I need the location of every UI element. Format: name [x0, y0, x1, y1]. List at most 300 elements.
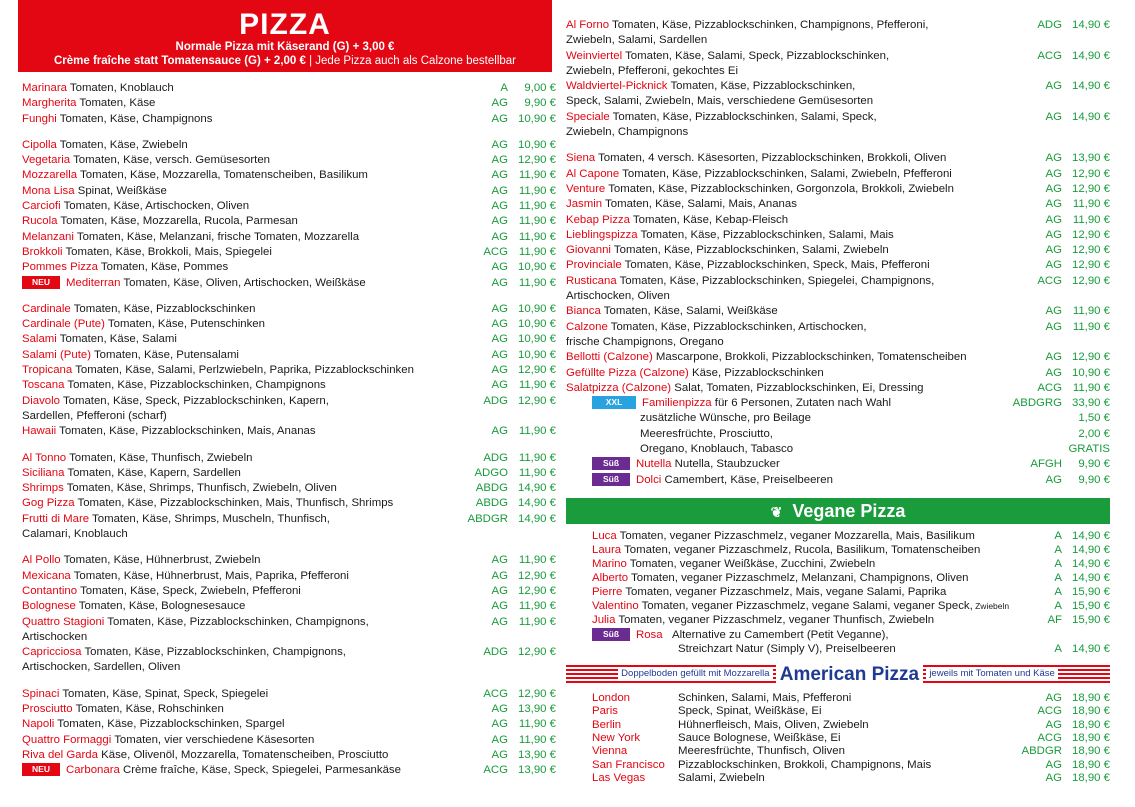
- allergen-codes: ABDGRG: [1012, 397, 1062, 410]
- allergen-codes: AG: [491, 230, 508, 243]
- menu-item: [22, 153, 556, 168]
- allergen-codes: A: [1054, 529, 1062, 542]
- allergen-codes: AG: [491, 261, 508, 274]
- menu-item: [22, 687, 556, 702]
- item-description: Tomaten, Käse, Speck, Zwiebeln, Pfefferoni: [77, 584, 301, 597]
- allergen-codes: AG: [1045, 772, 1062, 785]
- item-description-continued: Speck, Salami, Zwiebeln, Mais, verschiedene Gemüsesorten: [566, 95, 874, 108]
- menu-item: [22, 702, 556, 717]
- extra-text: Meeresfrüchte, Prosciutto,: [640, 427, 773, 440]
- menu-item: [566, 228, 1110, 243]
- item-description: Käse, Pizzablockschinken: [688, 366, 824, 379]
- item-name: Margherita: [22, 97, 77, 110]
- allergen-codes: AF: [1047, 614, 1062, 627]
- item-price: 15,90 €: [1071, 586, 1110, 599]
- item-name: Spinaci: [22, 687, 60, 700]
- right-menu-list: [566, 18, 1110, 396]
- menu-item: [592, 599, 1110, 613]
- item-description: Tomaten, Käse, Putensalami: [91, 348, 239, 361]
- item-description-continued: Zwiebeln, Salami, Sardellen: [566, 34, 708, 47]
- menu-item: [566, 18, 1110, 49]
- item-price: 11,90 €: [1072, 198, 1110, 211]
- menu-item: [566, 381, 1110, 396]
- item-name: Quattro Stagioni: [22, 615, 105, 628]
- allergen-codes: AG: [1045, 259, 1062, 272]
- item-name: Hawaii: [22, 425, 57, 438]
- item-description: Tomaten, Käse, Shrimps, Muscheln, Thunfisch,: [89, 512, 330, 525]
- menu-item: [22, 168, 556, 183]
- item-description: Tomaten, Käse, Melanzani, frische Tomaten, Mozzarella: [73, 230, 360, 243]
- menu-group: [22, 138, 556, 291]
- item-description-continued: Artischocken, Oliven: [566, 290, 670, 303]
- item-price: 12,90 €: [517, 394, 556, 407]
- item-price: 10,90 €: [517, 112, 556, 125]
- item-price: 11,90 €: [518, 230, 556, 243]
- item-name: Mediterran: [66, 276, 121, 289]
- item-price: 11,90 €: [518, 425, 556, 438]
- item-badge: NEU: [22, 276, 60, 289]
- item-description-continued: Zwiebeln, Pfefferoni, gekochtes Ei: [566, 64, 739, 77]
- allergen-codes: AG: [491, 615, 508, 628]
- item-price: 14,90 €: [1071, 19, 1110, 31]
- item-description: Tomaten, Käse, Pizzablockschinken, Artischocken,: [607, 320, 867, 333]
- item-name: Vienna: [592, 745, 628, 758]
- item-description: Tomaten, Käse, Pizzablockschinken, Salami, Zwiebeln: [610, 244, 889, 257]
- item-price: 18,90 €: [1071, 772, 1110, 785]
- item-name: Siena: [566, 152, 596, 165]
- item-name: Pierre: [592, 586, 623, 599]
- item-price: 14,90 €: [1071, 49, 1110, 62]
- menu-item: [22, 378, 556, 393]
- item-price: 10,90 €: [517, 261, 556, 274]
- allergen-codes: AG: [491, 364, 508, 377]
- allergen-codes: AG: [491, 215, 508, 228]
- item-name: Rosa: [636, 628, 663, 641]
- item-name: Lieblingspizza: [566, 228, 638, 241]
- item-description: Tomaten, 4 versch. Käsesorten, Pizzablockschinken, Brokkoli, Oliven: [595, 152, 947, 165]
- item-description: Tomaten, Käse, Hühnerbrust, Mais, Paprika, Pfefferoni: [70, 569, 349, 582]
- item-name: Funghi: [22, 112, 57, 125]
- menu-item: [566, 396, 1110, 411]
- menu-item: [566, 110, 1110, 141]
- item-description: Tomaten, Käse, Champignons: [56, 112, 213, 125]
- item-description-continued: Artischocken, Sardellen, Oliven: [22, 661, 181, 674]
- item-name: Cardinale (Pute): [22, 318, 105, 331]
- item-price: 9,90 €: [524, 97, 556, 110]
- item-name: Carciofi: [22, 200, 61, 213]
- item-description-continued: Streichzart Natur (Simply V), Preiselbeeren: [678, 642, 896, 655]
- family-extra-line: [566, 442, 1110, 457]
- item-price: 12,90 €: [517, 569, 556, 582]
- item-name: Marino: [592, 558, 627, 571]
- item-price: 14,90 €: [1071, 544, 1110, 556]
- item-price: 10,90 €: [517, 318, 556, 331]
- left-menu-list: [22, 81, 556, 778]
- menu-item: [22, 348, 556, 363]
- extra-text: zusätzliche Wünsche, pro Beilage: [640, 412, 811, 425]
- item-name: Paris: [592, 705, 618, 718]
- item-price: 12,90 €: [1071, 167, 1110, 180]
- menu-item: [592, 613, 1110, 627]
- item-name: Luca: [592, 529, 617, 542]
- item-name: Bianca: [566, 305, 601, 318]
- item-badge: Süß: [592, 457, 630, 470]
- item-price: 12,90 €: [1071, 182, 1110, 195]
- item-name: Speciale: [566, 110, 610, 123]
- allergen-codes: AG: [491, 600, 508, 613]
- allergen-codes: AG: [1045, 80, 1062, 93]
- allergen-codes: A: [1054, 586, 1062, 599]
- item-name: Marinara: [22, 82, 67, 94]
- item-description: Tomaten, Käse, Pizzablockschinken, Salami, Speck,: [609, 110, 877, 123]
- american-item: [592, 732, 1110, 745]
- item-description: Pizzablockschinken, Brokkoli, Champignons, Mais: [678, 758, 932, 771]
- allergen-codes: ADG: [1037, 19, 1062, 31]
- item-description: für 6 Personen, Zutaten nach Wahl: [711, 397, 892, 410]
- allergen-codes: AG: [1045, 228, 1062, 241]
- item-price: 9,90 €: [1078, 458, 1110, 471]
- item-price: 11,90 €: [518, 215, 556, 228]
- allergen-codes: A: [1054, 642, 1062, 655]
- item-price: 10,90 €: [517, 348, 556, 361]
- item-description-small: Zwiebeln: [972, 601, 1010, 612]
- menu-item: [566, 243, 1110, 258]
- allergen-codes: AG: [1045, 182, 1062, 195]
- menu-item: [22, 748, 556, 763]
- menu-item: [566, 274, 1110, 305]
- item-price: 14,90 €: [1071, 558, 1110, 571]
- menu-item: [22, 276, 556, 291]
- item-price: 11,90 €: [1072, 305, 1110, 318]
- extra-price: 1,50 €: [1078, 412, 1110, 425]
- american-list: [592, 692, 1110, 786]
- american-item: [592, 759, 1110, 772]
- allergen-codes: AG: [1045, 244, 1062, 257]
- allergen-codes: AG: [491, 112, 508, 125]
- item-description: Tomaten, Käse, Pizzablockschinken, Salami, Mais: [637, 228, 894, 241]
- item-name: Calzone: [566, 320, 608, 333]
- item-description: Tomaten, Käse, Brokkoli, Mais, Spiegelei: [62, 245, 272, 258]
- allergen-codes: AG: [491, 318, 508, 331]
- menu-item: [22, 599, 556, 614]
- allergen-codes: A: [1054, 572, 1062, 585]
- item-description: Tomaten, vier verschiedene Käsesorten: [111, 733, 315, 746]
- item-description: Tomaten, Käse, Pizzablockschinken, Champignons, Pfefferoni,: [609, 19, 929, 31]
- allergen-codes: ABDG: [475, 482, 508, 495]
- allergen-codes: AG: [491, 748, 508, 761]
- item-name: Bellotti (Calzone): [566, 351, 653, 364]
- allergen-codes: AG: [1045, 351, 1062, 364]
- item-price: 14,90 €: [517, 482, 556, 495]
- item-name: Gefüllte Pizza (Calzone): [566, 366, 689, 379]
- item-price: 18,90 €: [1071, 718, 1110, 731]
- allergen-codes: AG: [1045, 213, 1062, 226]
- menu-group: [566, 18, 1110, 140]
- menu-item: [22, 466, 556, 481]
- menu-item: [566, 366, 1110, 381]
- item-description: Camembert, Käse, Preiselbeeren: [661, 473, 833, 486]
- item-price: 12,90 €: [517, 154, 556, 167]
- menu-item: [566, 151, 1110, 166]
- vegan-list: [592, 529, 1110, 656]
- item-description: Tomaten, Käse, Salami: [56, 333, 177, 346]
- item-description: Tomaten, Käse, Pizzablockschinken, Champignons,: [104, 615, 369, 628]
- item-description: Tomaten, Käse, versch. Gemüsesorten: [70, 154, 270, 167]
- page-title: PIZZA: [239, 8, 331, 41]
- item-description: Tomaten, Käse, Speck, Pizzablockschinken, Kapern,: [60, 394, 329, 407]
- item-name: Al Capone: [566, 167, 620, 180]
- item-description: Tomaten, Käse, Pommes: [97, 261, 229, 274]
- vegan-title: Vegane Pizza: [792, 500, 906, 521]
- item-name: Frutti di Mare: [22, 512, 90, 525]
- allergen-codes: AG: [491, 154, 508, 167]
- item-name: Cardinale: [22, 302, 71, 315]
- item-name: Al Pollo: [22, 554, 61, 567]
- item-badge: XXL: [592, 396, 636, 409]
- menu-group: [22, 81, 556, 127]
- menu-item: [592, 585, 1110, 599]
- item-description: Tomaten, Käse, Pizzablockschinken, Spargel: [54, 718, 285, 731]
- allergen-codes: AG: [491, 554, 508, 567]
- item-description: Tomaten, Käse, Kebap-Fleisch: [629, 213, 789, 226]
- item-price: 11,90 €: [518, 615, 556, 628]
- allergen-codes: ACG: [483, 245, 508, 258]
- item-name: Shrimps: [22, 482, 64, 495]
- item-name: Capricciosa: [22, 646, 82, 659]
- allergen-codes: AG: [1045, 366, 1062, 379]
- american-item: [592, 772, 1110, 785]
- item-name: Dolci: [636, 473, 662, 486]
- menu-item: [592, 557, 1110, 571]
- item-description: Tomaten, veganer Pizzaschmelz, Mais, vegane Salami, Paprika: [622, 586, 947, 599]
- item-name: Napoli: [22, 718, 55, 731]
- item-price: 12,90 €: [1071, 259, 1110, 272]
- allergen-codes: AG: [491, 718, 508, 731]
- item-name: Rusticana: [566, 274, 617, 287]
- menu-item: [592, 571, 1110, 585]
- item-name: Al Tonno: [22, 451, 67, 464]
- item-description: Nutella, Staubzucker: [671, 458, 780, 471]
- item-name: Las Vegas: [592, 772, 646, 785]
- allergen-codes: AG: [491, 348, 508, 361]
- right-column: [566, 0, 1110, 786]
- american-left-note: Doppelboden gefüllt mit Mozzarella: [618, 668, 772, 679]
- item-description: Crème fraîche, Käse, Speck, Spiegelei, Parmesankäse: [119, 764, 401, 777]
- item-description: Tomaten, Käse, Salami, Perlzwiebeln, Paprika, Pizzablockschinken: [72, 364, 414, 377]
- menu-item: [566, 457, 1110, 472]
- item-price: 13,90 €: [517, 748, 556, 761]
- menu-item: [22, 451, 556, 466]
- menu-item: [566, 473, 1110, 488]
- menu-item: [566, 258, 1110, 273]
- item-name: Provinciale: [566, 259, 622, 272]
- allergen-codes: AG: [491, 97, 508, 110]
- item-description: Tomaten, Käse, Pizzablockschinken: [70, 302, 256, 315]
- item-price: 18,90 €: [1071, 691, 1110, 704]
- item-description-continued: Zwiebeln, Champignons: [566, 126, 689, 139]
- item-price: 11,90 €: [518, 554, 556, 567]
- item-price: 11,90 €: [1072, 381, 1110, 394]
- menu-item: [592, 543, 1110, 557]
- item-price: 14,90 €: [1071, 642, 1110, 655]
- item-name: Jasmin: [566, 198, 603, 211]
- allergen-codes: A: [1054, 544, 1062, 556]
- item-price: 11,90 €: [1072, 320, 1110, 333]
- item-name: Julia: [592, 614, 616, 627]
- item-name: Al Forno: [566, 19, 610, 31]
- item-name: Berlin: [592, 718, 622, 731]
- creme-fraiche-note: Crème fraîche statt Tomatensauce (G) + 2,00 €: [53, 55, 310, 67]
- item-description: Tomaten, Käse, Putenschinken: [104, 318, 265, 331]
- item-name: Alberto: [592, 572, 629, 585]
- allergen-codes: AG: [1045, 473, 1062, 486]
- item-description: Hühnerfleisch, Mais, Oliven, Zwiebeln: [678, 718, 869, 731]
- item-description: Tomaten, Käse, Mozzarella, Rucola, Parmesan: [57, 215, 298, 228]
- item-price: 11,90 €: [1072, 213, 1110, 226]
- allergen-codes: ACG: [1037, 274, 1062, 287]
- item-price: 15,90 €: [1071, 614, 1110, 627]
- menu-item: [22, 645, 556, 676]
- item-name: Carbonara: [66, 764, 120, 777]
- item-name: Venture: [566, 182, 606, 195]
- allergen-codes: AFGH: [1030, 458, 1062, 471]
- item-description: Tomaten, Käse, Pizzablockschinken, Mais, Ananas: [56, 425, 316, 438]
- menu-group: [22, 687, 556, 779]
- family-extra-line: [566, 427, 1110, 442]
- menu-item: [22, 733, 556, 748]
- allergen-codes: AG: [1045, 110, 1062, 123]
- menu-item: [22, 569, 556, 584]
- allergen-codes: ACG: [1037, 705, 1062, 718]
- item-name: Toscana: [22, 379, 65, 392]
- item-price: 14,90 €: [517, 512, 556, 525]
- american-item: [592, 705, 1110, 718]
- item-description: Speck, Spinat, Weißkäse, Ei: [678, 705, 822, 718]
- item-description: Tomaten, Käse, Salami, Mais, Ananas: [602, 198, 797, 211]
- item-name: Salami (Pute): [22, 348, 92, 361]
- item-description-continued: Artischocken: [22, 630, 88, 643]
- item-price: 12,90 €: [517, 687, 556, 700]
- item-description: Tomaten, Käse, Pizzablockschinken, Gorgonzola, Brokkoli, Zwiebeln: [605, 182, 954, 195]
- menu-item: [22, 230, 556, 245]
- allergen-codes: ABDGR: [1021, 745, 1062, 758]
- allergen-codes: AG: [1045, 320, 1062, 333]
- item-description: Alternative zu Camembert (Petit Veganne),: [672, 628, 889, 641]
- menu-item: [22, 138, 556, 153]
- allergen-codes: AG: [491, 702, 508, 715]
- extra-price: 2,00 €: [1078, 427, 1110, 440]
- menu-item: [566, 197, 1110, 212]
- allergen-codes: ACG: [1037, 381, 1062, 394]
- menu-item: [22, 245, 556, 260]
- item-price: 10,90 €: [517, 302, 556, 315]
- item-price: 11,90 €: [518, 600, 556, 613]
- item-name: Nutella: [636, 458, 672, 471]
- item-price: 13,90 €: [1071, 152, 1110, 165]
- item-description: Tomaten, Käse, Pizzablockschinken, Mais, Thunfisch, Shrimps: [74, 497, 394, 510]
- item-badge: Süß: [592, 473, 630, 486]
- item-name: Cipolla: [22, 138, 57, 151]
- allergen-codes: ACG: [483, 764, 508, 777]
- menu-item: [566, 320, 1110, 351]
- menu-item: [22, 763, 556, 778]
- item-price: 33,90 €: [1071, 397, 1110, 410]
- item-name: Siciliana: [22, 466, 65, 479]
- calzone-hint: | Jede Pizza auch als Calzone bestellbar: [309, 55, 517, 67]
- item-name: Diavolo: [22, 394, 60, 407]
- allergen-codes: ACG: [1037, 49, 1062, 62]
- allergen-codes: AG: [491, 733, 508, 746]
- item-description: Tomaten, Käse, Bolognesesauce: [75, 600, 246, 613]
- item-name: London: [592, 691, 631, 704]
- item-description-continued: Sardellen, Pfefferoni (scharf): [22, 409, 167, 422]
- allergen-codes: A: [1054, 600, 1062, 613]
- item-description: Tomaten, Käse, Zwiebeln: [56, 138, 188, 151]
- menu-item: [22, 553, 556, 568]
- item-description: Tomaten, Käse, Salami, Speck, Pizzablockschinken,: [622, 49, 890, 62]
- item-description: Tomaten, veganer Weißkäse, Zucchini, Zwiebeln: [626, 558, 876, 571]
- item-description: Tomaten, Käse, Kapern, Sardellen: [64, 466, 241, 479]
- allergen-codes: AG: [491, 425, 508, 438]
- item-name: New York: [592, 731, 641, 744]
- item-price: 13,90 €: [517, 764, 556, 777]
- item-name: Rucola: [22, 215, 58, 228]
- item-price: 11,90 €: [518, 200, 556, 213]
- item-description: Tomaten, veganer Pizzaschmelz, Rucola, Basilikum, Tomatenscheiben: [621, 544, 981, 556]
- item-description: Käse, Olivenöl, Mozzarella, Tomatenscheiben, Prosciutto: [97, 748, 389, 761]
- item-price: 12,90 €: [1071, 274, 1110, 287]
- item-name: Pommes Pizza: [22, 261, 98, 274]
- menu-group: [22, 302, 556, 440]
- allergen-codes: AG: [491, 333, 508, 346]
- item-name: Brokkoli: [22, 245, 63, 258]
- menu-group: [22, 553, 556, 675]
- allergen-codes: ADG: [483, 646, 508, 659]
- allergen-codes: AG: [1045, 758, 1062, 771]
- item-name: Mona Lisa: [22, 184, 75, 197]
- menu-item: [22, 481, 556, 496]
- item-price: 12,90 €: [517, 646, 556, 659]
- item-name: Contantino: [22, 584, 78, 597]
- allergen-codes: ABDGR: [467, 512, 508, 525]
- left-column: [22, 0, 556, 778]
- allergen-codes: A: [1054, 558, 1062, 571]
- item-description: Tomaten, veganer Pizzaschmelz, vegane Salami, veganer Speck,: [638, 600, 973, 613]
- menu-item: [22, 184, 556, 199]
- allergen-codes: AG: [491, 200, 508, 213]
- item-name: Laura: [592, 544, 622, 556]
- family-extra-line: [566, 411, 1110, 426]
- menu-item: [566, 304, 1110, 319]
- item-price: 15,90 €: [1071, 600, 1110, 613]
- menu-item: [22, 199, 556, 214]
- item-price: 18,90 €: [1071, 731, 1110, 744]
- family-pizza-block: [566, 396, 1110, 457]
- item-description: Tomaten, Käse, Oliven, Artischocken, Weißkäse: [120, 276, 366, 289]
- menu-item: [22, 112, 556, 127]
- item-price: 11,90 €: [518, 379, 556, 392]
- menu-item: [22, 512, 556, 543]
- menu-item: [22, 96, 556, 111]
- item-description: Schinken, Salami, Mais, Pfefferoni: [678, 691, 852, 704]
- item-price: 10,90 €: [517, 138, 556, 151]
- item-price: 11,90 €: [518, 184, 556, 197]
- menu-item: [566, 213, 1110, 228]
- allergen-codes: A: [500, 82, 508, 94]
- item-description: Tomaten, Käse, Pizzablockschinken,: [667, 80, 856, 93]
- menu-item: [22, 584, 556, 599]
- item-price: 14,90 €: [1071, 572, 1110, 585]
